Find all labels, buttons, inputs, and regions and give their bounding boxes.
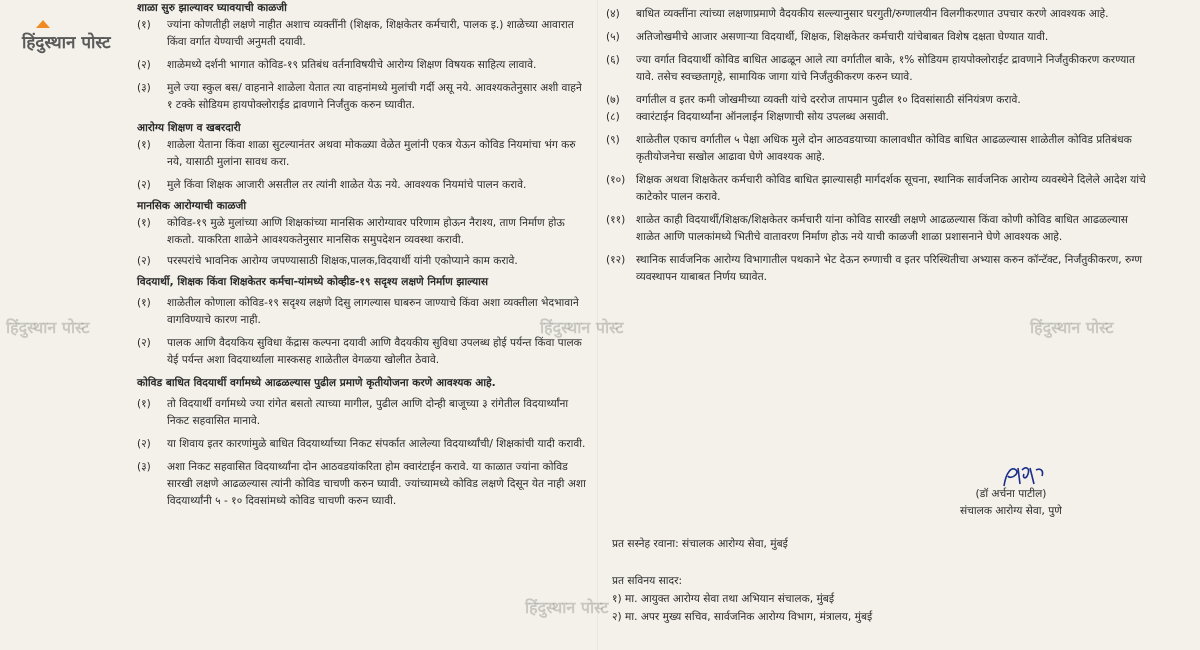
watermark-text: हिंदुस्थान पोस्ट [6,318,90,337]
list-item: (२) मुले किंवा शिक्षक आजारी असतील तर त्यांनी शाळेत येऊ नये. आवश्यक नियमांचे पालन करावे. [137,179,527,191]
signature-block [960,486,1062,520]
list-item: (१२) स्थानिक सार्वजनिक आरोग्य विभागातील पथकाने भेट देऊन रुग्णाची व इतर परिस्थितीचा अभ्यास करुन कॉन्टॅक्ट, निर्जंतुकीकरण, रुग्ण व्यवस्थापन याबाबत निर्णय घ्यावेत. [606,254,1142,283]
list-item: (७) वर्गातील व इतर कमी जोखमीच्या व्यक्ती यांचे दररोज तापमान पुढील १० दिवसांसाठी संनियंत्रण करावे. [606,94,1021,106]
signatory-name: (डॉ अर्चना पाटील) [975,488,1047,500]
right-column [606,0,1146,286]
cc-title: प्रत सविनय सादर: [612,575,683,587]
cc-recipient: २) मा. अपर मुख्य सचिव, सार्वजनिक आरोग्य विभाग, मंत्रालय, मुंबई [612,611,873,623]
section-heading: कोविड बाधित विदयार्थी वर्गामध्ये आढळल्यास पुढील प्रमाणे कृतीयोजना करणे आवश्यक आहे. [137,377,496,389]
list-item: (६) ज्या वर्गात विदयार्थी कोविड बाधित आढळून आले त्या वर्गातील बाके, १% सोडियम हायपोक्लोराईट द्रावणाने निर्जंतुकीकरण करण्यात यावे. तसेच स्वच्छतागृहे, सामायिक जागा यांचे निर्जंतुकीकरण करुन घ्यावे. [606,54,1136,83]
section-heading: मानसिक आरोग्याची काळजी [137,200,247,212]
list-item: (२) शाळेमध्ये दर्शनी भागात कोविड-१९ प्रतिबंध वर्तनाविषयीचे आरोग्य शिक्षण विषयक साहित्य लावावे. [137,59,537,71]
watermark-text: हिंदुस्थान पोस्ट [1030,318,1114,337]
list-item: (१०) शिक्षक अथवा शिक्षकेतर कर्मचारी कोविड बाधित झाल्यासही मार्गदर्शक सूचना, स्थानिक सार्वजनिक आरोग्य व्यवस्थेने दिलेले आदेश यांचे काटेकोर पालन करावे. [606,174,1146,203]
list-item: (११) शाळेत काही विदयार्थी/शिक्षक/शिक्षकेतर कर्मचारी यांना कोविड सारखी लक्षणे आढळल्यास किंवा कोणी कोविड बाधित आढळल्यास शाळेत आणि पालकांमध्ये भितीचे वातावरण निर्माण होऊ नये याची काळजी शाळा प्रशासनाने घेणे आवश्यक आहे. [606,214,1128,243]
list-item: (१) कोविड-१९ मुळे मुलांच्या आणि शिक्षकांच्या मानसिक आरोग्यावर परिणाम होऊन नैराश्य, ताण निर्माण होऊ शकतो. याकरिता शाळेने आवश्यकतेनुसार मानसिक समुपदेशन व्यवस्था करावी. [137,217,565,246]
list-item: (१) ज्यांना कोणतीही लक्षणे नाहीत अशाच व्यक्तींनी (शिक्षक, शिक्षकेतर कर्मचारी, पालक इ.) शाळेच्या आवारात किंवा वर्गात येण्याची अनुमती दयावी. [137,19,574,48]
section-heading: शाळा सुरु झाल्यावर घ्यावयाची काळजी [137,2,287,14]
left-column [137,0,587,510]
list-item: (४) बाधित व्यक्तींना त्यांच्या लक्षणाप्रमाणे वैदयकीय सल्ल्यानुसार घरगुती/रुग्णालयीन विलगीकरणात उपचार करणे आवश्यक आहे. [606,8,1109,20]
list-item: (१) शाळेतील कोणाला कोविड-१९ सदृश्य लक्षणे दिसु लागल्यास घाबरुन जाण्याचे किंवा अशा व्यक्तीला भेदभावाने वागविण्याचे कारण नाही. [137,297,579,326]
watermark-text: हिंदुस्थान पोस्ट [540,318,624,337]
brand-logo: हिंदुस्थान पोस्ट [22,30,111,53]
list-item: (९) शाळेतील एकाच वर्गातील ५ पेक्षा अधिक मुले दोन आठवडयाच्या कालावधीत कोविड बाधित आढळल्यास शाळेतील कोविड प्रतिबंधक कृतीयोजनेचा सखोल आढावा घेणे आवश्यक आहे. [606,134,1132,163]
cc-line: प्रत सस्नेह रवाना: संचालक आरोग्य सेवा, मुंबई [612,538,788,550]
list-item: (८) क्वारंटाईन विदयार्थ्यांना ऑनलाईन शिक्षणाची सोय उपलब्ध असावी. [606,111,889,123]
list-item: (२) पालक आणि वैदयकिय सुविधा केंद्रास कल्पना दयावी आणि वैदयकीय सुविधा उपलब्ध होई पर्यन्त किंवा पालक येई पर्यन्त अशा विदयार्थ्याला मास्कसह शाळेतील वेगळया खोलीत ठेवावे. [137,337,582,366]
list-item: (१) शाळेला येताना किंवा शाळा सुटल्यानंतर अथवा मोकळ्या वेळेत मुलांनी एकत्र येऊन कोविड नियमांचा भंग करु नये, यासाठी मुलांना सावध करा. [137,139,576,168]
list-item: (१) तो विदयार्थी वर्गामध्ये ज्या रांगेत बसतो त्याच्या मागील, पुढील आणि दोन्ही बाजूच्या ३ रांगेतील विदयार्थ्यांना निकट सहवासित मानावे. [137,398,569,427]
list-item: (५) अतिजोखमीचे आजार असणाऱ्या विदयार्थी, शिक्षक, शिक्षकेतर कर्मचारी यांचेबाबत विशेष दक्षता घेण्यात यावी. [606,31,1049,43]
section-heading: विदयार्थी, शिक्षक किंवा शिक्षकेतर कर्मचा-यांमध्ये कोव्हीड-१९ सदृश्य लक्षणे निर्माण झाल्यास [137,276,489,288]
list-item: (२) परस्परांचे भावनिक आरोग्य जपण्यासाठी शिक्षक,पालक,विदयार्थी यांनी एकोप्याने काम करावे. [137,255,518,267]
list-item: (२) या शिवाय इतर कारणांमुळे बाधित विदयार्थ्याच्या निकट संपर्कात आलेल्या विदयार्थ्यांची/ शिक्षकांची यादी करावी. [137,438,586,450]
cc-recipient: १) मा. आयुक्त आरोग्य सेवा तथा अभियान संचालक, मुंबई [612,593,835,605]
signatory-title: संचालक आरोग्य सेवा, पुणे [960,505,1062,517]
list-item: (३) मुले ज्या स्कुल बस/ वाहनाने शाळेला येतात त्या वाहनांमध्ये मुलांची गर्दी असू नये. आवश्यकतेनुसार अशी वाहने १ टक्के सोडियम हायपोक्लोराईड द्रावणाने निर्जंतुक करुन घ्यावीत. [137,82,582,111]
list-item: (३) अशा निकट सहवासित विदयार्थ्यांना दोन आठवडयांकरिता होम क्वारंटाईन करावे. या काळात ज्यांना कोविड सारखी लक्षणे आढळल्यास त्यांनी कोविड चाचणी करुन घ्यावी. ज्यांच्यामध्ये कोविड लक्षणे दिसून येत नाही अशा विदयार्थ्यांनी ५ - १० दिवसांमध्ये कोविड चाचणी करुन घ्यावी. [137,461,586,507]
section-heading: आरोग्य शिक्षण व खबरदारी [137,122,241,134]
flag-icon [36,20,50,28]
watermark-text: हिंदुस्थान पोस्ट [525,598,609,617]
